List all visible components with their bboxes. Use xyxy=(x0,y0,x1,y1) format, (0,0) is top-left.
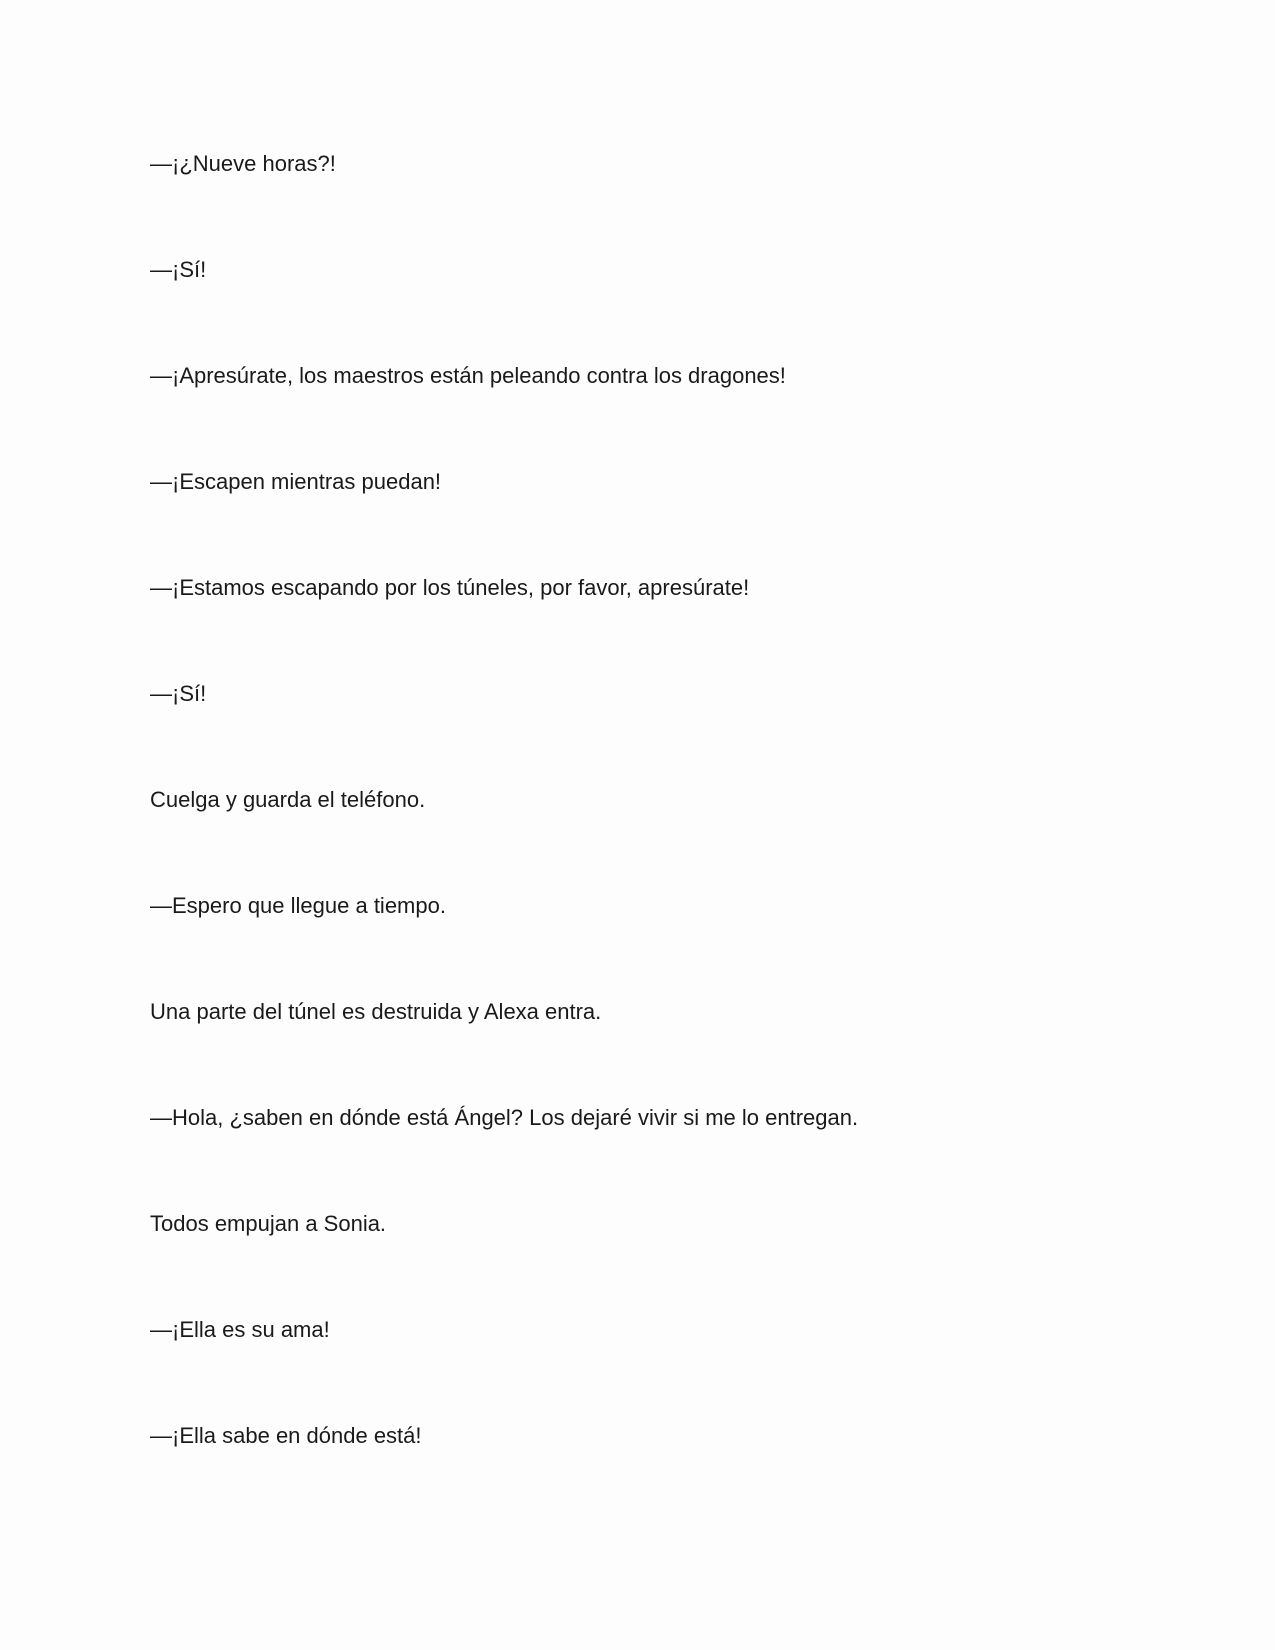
paragraph: —¡Estamos escapando por los túneles, por favor, apresúrate! xyxy=(150,575,750,600)
paragraph: —Hola, ¿saben en dónde está Ángel? Los dejaré vivir si me lo entregan. xyxy=(150,1105,859,1130)
paragraph: —¡Sí! xyxy=(150,681,207,706)
paragraph: —¡Apresúrate, los maestros están peleando contra los dragones! xyxy=(150,363,786,388)
paragraph: Todos empujan a Sonia. xyxy=(150,1211,387,1236)
paragraph: —¡¿Nueve horas?! xyxy=(150,151,336,176)
paragraph: Una parte del túnel es destruida y Alexa entra. xyxy=(150,999,602,1024)
paragraph: —¡Ella sabe en dónde está! xyxy=(150,1423,422,1448)
paragraph: —Espero que llegue a tiempo. xyxy=(150,893,446,918)
paragraph: —¡Ella es su ama! xyxy=(150,1317,330,1342)
paragraph: Cuelga y guarda el teléfono. xyxy=(150,787,426,812)
paragraph: —¡Sí! xyxy=(150,257,207,282)
paragraph: —¡Escapen mientras puedan! xyxy=(150,469,442,494)
